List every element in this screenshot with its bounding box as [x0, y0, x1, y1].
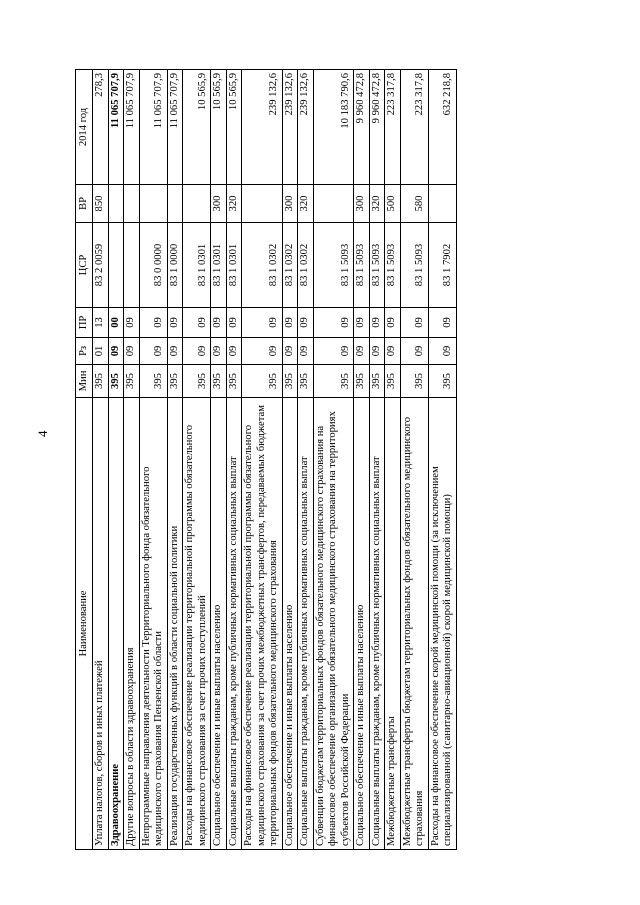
- table-row: [93, 70, 109, 850]
- table-row: [139, 70, 167, 850]
- cell-min: 395: [242, 365, 283, 398]
- cell-pr: 09: [298, 308, 314, 338]
- cell-rz: 09: [226, 338, 242, 365]
- cell-amount: 223 317,8: [400, 70, 428, 185]
- cell-csr: 83 1 0000: [167, 223, 183, 308]
- cell-pr: 09: [183, 308, 211, 338]
- cell-name: Реализация государственных функций в области социальной политики: [167, 398, 183, 850]
- cell-pr: 09: [139, 308, 167, 338]
- cell-name: Социальное обеспечение и иные выплаты населению: [211, 398, 227, 850]
- table-row: [369, 70, 385, 850]
- cell-min: 395: [298, 365, 314, 398]
- cell-vr: [167, 185, 183, 223]
- cell-name: Расходы на финансовое обеспечение реализации территориальной программы обязательного медицинского страхования за счет прочих межбюджетных трансфертов, передаваемых бюджетам территориальных фондов обязательного медицинского страхования: [242, 398, 283, 850]
- cell-rz: 09: [369, 338, 385, 365]
- cell-amount: 239 132,6: [282, 70, 298, 185]
- cell-min: 395: [428, 365, 456, 398]
- cell-name: Социальное обеспечение и иные выплаты населению: [354, 398, 370, 850]
- cell-amount: 239 132,6: [242, 70, 283, 185]
- cell-pr: 00: [108, 308, 124, 338]
- cell-amount: 278,3: [93, 70, 109, 185]
- cell-name: Межбюджетные трансферты: [385, 398, 401, 850]
- cell-rz: 09: [298, 338, 314, 365]
- cell-amount: 632 218,8: [428, 70, 456, 185]
- cell-name: Расходы на финансовое обеспечение скорой медицинской помощи (за исключением специализированной (санитарно-авиационной) скорой медицинской помощи): [428, 398, 456, 850]
- cell-vr: 500: [385, 185, 401, 223]
- cell-vr: [313, 185, 354, 223]
- cell-csr: 83 0 0000: [139, 223, 167, 308]
- cell-pr: 09: [428, 308, 456, 338]
- header-min: Мин: [76, 365, 93, 398]
- cell-min: 395: [139, 365, 167, 398]
- cell-pr: 09: [242, 308, 283, 338]
- cell-csr: 83 1 0302: [242, 223, 283, 308]
- table-row: [211, 70, 227, 850]
- cell-csr: 83 1 0301: [226, 223, 242, 308]
- table-body: [93, 70, 457, 850]
- cell-pr: 09: [226, 308, 242, 338]
- table-row: [242, 70, 283, 850]
- cell-vr: 580: [400, 185, 428, 223]
- rotated-page-content: [75, 70, 457, 850]
- cell-pr: 09: [124, 308, 140, 338]
- cell-vr: 320: [369, 185, 385, 223]
- header-csr: ЦСР: [76, 223, 93, 308]
- cell-csr: 83 1 5093: [400, 223, 428, 308]
- cell-rz: 01: [93, 338, 109, 365]
- cell-min: 395: [108, 365, 124, 398]
- cell-rz: 09: [124, 338, 140, 365]
- table-row: [108, 70, 124, 850]
- cell-min: 395: [400, 365, 428, 398]
- cell-vr: [183, 185, 211, 223]
- cell-vr: 320: [226, 185, 242, 223]
- cell-name: Другие вопросы в области здравоохранения: [124, 398, 140, 850]
- cell-name: Межбюджетные трансферты бюджетам территориальных фондов обязательного медицинского страхования: [400, 398, 428, 850]
- cell-min: 395: [226, 365, 242, 398]
- cell-vr: [242, 185, 283, 223]
- cell-vr: 300: [354, 185, 370, 223]
- cell-pr: 13: [93, 308, 109, 338]
- table-row: [385, 70, 401, 850]
- cell-rz: 09: [167, 338, 183, 365]
- header-name: Наименование: [76, 398, 93, 850]
- cell-amount: 11 065 707,9: [167, 70, 183, 185]
- cell-min: 395: [124, 365, 140, 398]
- cell-rz: 09: [183, 338, 211, 365]
- cell-rz: 09: [385, 338, 401, 365]
- cell-name: Социальные выплаты гражданам, кроме публичных нормативных социальных выплат: [369, 398, 385, 850]
- table-header-row: [76, 70, 93, 850]
- cell-rz: 09: [282, 338, 298, 365]
- cell-rz: 09: [108, 338, 124, 365]
- cell-amount: 11 065 707,9: [108, 70, 124, 185]
- table-row: [313, 70, 354, 850]
- cell-name: Уплата налогов, сборов и иных платежей: [93, 398, 109, 850]
- header-rz: Рз: [76, 338, 93, 365]
- cell-rz: 09: [211, 338, 227, 365]
- cell-name: Субвенции бюджетам территориальных фондов обязательного медицинского страхования на финансовое обеспечение организации обязательного медицинского страхования на территориях субъектов Российской Федерации: [313, 398, 354, 850]
- cell-csr: 83 1 0301: [183, 223, 211, 308]
- cell-amount: 9 960 472,8: [354, 70, 370, 185]
- cell-min: 395: [354, 365, 370, 398]
- cell-vr: 300: [282, 185, 298, 223]
- cell-csr: 83 1 0302: [298, 223, 314, 308]
- cell-rz: 09: [428, 338, 456, 365]
- header-year: 2014 год: [76, 70, 93, 185]
- cell-vr: [124, 185, 140, 223]
- cell-csr: 83 1 5093: [385, 223, 401, 308]
- cell-csr: 83 1 7902: [428, 223, 456, 308]
- cell-csr: 83 1 5093: [354, 223, 370, 308]
- cell-name: Непрограммные направления деятельности Территориального фонда обязательного медицинского страхования Пензенской области: [139, 398, 167, 850]
- cell-amount: 10 565,9: [183, 70, 211, 185]
- cell-min: 395: [369, 365, 385, 398]
- cell-name: Социальное обеспечение и иные выплаты населению: [282, 398, 298, 850]
- table-row: [400, 70, 428, 850]
- cell-vr: 850: [93, 185, 109, 223]
- cell-csr: 83 2 0059: [93, 223, 109, 308]
- cell-rz: 09: [400, 338, 428, 365]
- cell-csr: 83 1 5093: [313, 223, 354, 308]
- cell-amount: 239 132,6: [298, 70, 314, 185]
- header-vr: ВР: [76, 185, 93, 223]
- cell-csr: [108, 223, 124, 308]
- table-row: [183, 70, 211, 850]
- cell-rz: 09: [313, 338, 354, 365]
- table-row: [428, 70, 456, 850]
- cell-pr: 09: [354, 308, 370, 338]
- cell-amount: 10 183 790,6: [313, 70, 354, 185]
- cell-name: Социальные выплаты гражданам, кроме публичных нормативных социальных выплат: [298, 398, 314, 850]
- cell-csr: 83 1 0302: [282, 223, 298, 308]
- table-row: [124, 70, 140, 850]
- cell-csr: 83 1 5093: [369, 223, 385, 308]
- cell-rz: 09: [139, 338, 167, 365]
- cell-csr: [124, 223, 140, 308]
- cell-min: 395: [313, 365, 354, 398]
- cell-min: 395: [282, 365, 298, 398]
- cell-amount: 223 317,8: [385, 70, 401, 185]
- table-row: [226, 70, 242, 850]
- cell-vr: [139, 185, 167, 223]
- cell-vr: [108, 185, 124, 223]
- table-row: [298, 70, 314, 850]
- cell-min: 395: [167, 365, 183, 398]
- table-row: [354, 70, 370, 850]
- cell-pr: 09: [369, 308, 385, 338]
- cell-vr: [428, 185, 456, 223]
- cell-pr: 09: [282, 308, 298, 338]
- cell-min: 395: [93, 365, 109, 398]
- cell-amount: 11 065 707,9: [124, 70, 140, 185]
- cell-rz: 09: [242, 338, 283, 365]
- cell-amount: 9 960 472,8: [369, 70, 385, 185]
- cell-min: 395: [385, 365, 401, 398]
- cell-pr: 09: [211, 308, 227, 338]
- cell-min: 395: [211, 365, 227, 398]
- budget-table: [75, 69, 457, 850]
- cell-pr: 09: [167, 308, 183, 338]
- cell-csr: 83 1 0301: [211, 223, 227, 308]
- cell-name: Здравоохранение: [108, 398, 124, 850]
- cell-vr: 320: [298, 185, 314, 223]
- cell-pr: 09: [385, 308, 401, 338]
- cell-amount: 11 065 707,9: [139, 70, 167, 185]
- header-pr: ПР: [76, 308, 93, 338]
- cell-rz: 09: [354, 338, 370, 365]
- table-row: [167, 70, 183, 850]
- cell-name: Социальные выплаты гражданам, кроме публичных нормативных социальных выплат: [226, 398, 242, 850]
- cell-min: 395: [183, 365, 211, 398]
- cell-vr: 300: [211, 185, 227, 223]
- page-number: 4: [35, 430, 50, 437]
- cell-name: Расходы на финансовое обеспечение реализации территориальной программы обязательного медицинского страхования за счет прочих поступлений: [183, 398, 211, 850]
- cell-pr: 09: [313, 308, 354, 338]
- table-row: [282, 70, 298, 850]
- cell-amount: 10 565,9: [226, 70, 242, 185]
- cell-amount: 10 565,9: [211, 70, 227, 185]
- cell-pr: 09: [400, 308, 428, 338]
